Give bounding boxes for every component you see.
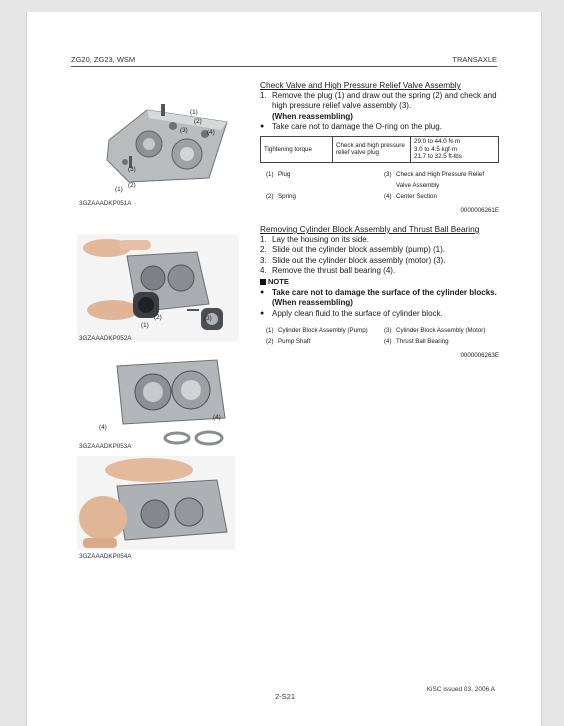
section1-reassembling: (When reassembling) (272, 111, 353, 121)
fig1-callout-2: (2) (194, 118, 202, 125)
torque-value-nm: 29.0 to 44.0 N·m (414, 137, 461, 145)
legend-item: (3) Check and High Pressure Relief Valve Assembly (384, 170, 485, 189)
figure-cylinder-block-motor (77, 456, 235, 550)
section2-reassembling: (When reassembling) (272, 298, 353, 308)
fig1-callout-3b: (3) (128, 166, 136, 173)
section1-legend (260, 169, 499, 202)
section2-step-1: 1. Lay the housing on its side. (260, 234, 369, 244)
torque-item: Check and high pressure relief valve plug (333, 136, 411, 162)
figure-center-section (89, 100, 239, 192)
note-bullet: ● Take care not to damage the surface of the cylinder blocks. (260, 288, 499, 299)
fig1-callout-1b: (1) (115, 186, 123, 193)
fig1-callout-4: (4) (207, 129, 215, 136)
manual-page (26, 12, 542, 726)
legend-item: (4) Thrust Ball Bearing (384, 338, 449, 346)
fig2-callout-3: (3) (204, 315, 212, 322)
fig3-callout-4-left: (4) (99, 424, 107, 431)
fig2-callout-1: (1) (141, 322, 149, 329)
section1-code: 0000006261E (460, 206, 499, 214)
header-model: ZG20, ZG23, WSM (71, 55, 136, 64)
page-number: 2-S21 (274, 692, 295, 701)
figure-thrust-ball-bearing (105, 350, 235, 450)
section-check-valve (260, 80, 499, 216)
fig1-callout-3: (3) (180, 127, 188, 134)
torque-value-ftlbs: 21.7 to 32.5 ft-lbs (414, 153, 462, 161)
torque-label: Tightening torque (261, 136, 333, 162)
fig3-callout-4-right: (4) (213, 414, 221, 421)
section2-bullet: ● Apply clean fluid to the surface of cylinder block. (260, 309, 499, 320)
header-chapter: TRANSAXLE (452, 55, 497, 64)
note-square-icon (260, 279, 266, 285)
legend-item: (4) Center Section (384, 192, 437, 200)
figure-cylinder-block-pump (77, 234, 239, 342)
legend-item: (3) Cylinder Block Assembly (Motor) (384, 327, 486, 335)
header-rule (71, 66, 497, 67)
section-cylinder-block (260, 224, 499, 362)
section2-title: Removing Cylinder Block Assembly and Thrust Ball Bearing (260, 224, 480, 234)
fig3-caption: 3GZAAADKP053A (79, 443, 132, 450)
legend-item: (2) Pump Shaft (266, 338, 311, 346)
legend-item: (1) Cylinder Block Assembly (Pump) (266, 327, 368, 335)
torque-table (260, 136, 499, 163)
section2-legend (260, 325, 499, 347)
fig2-callout-2: (2) (154, 314, 162, 321)
fig2-caption: 3GZAAADKP052A (79, 335, 132, 342)
section2-step-3: 3. Slide out the cylinder block assembly (motor) (3). (260, 255, 446, 265)
cylinder-block-motor-photo (77, 456, 235, 550)
section2-code: 0000006263E (460, 352, 499, 360)
section2-step-2: 2. Slide out the cylinder block assembly (pump) (1). (260, 245, 445, 255)
step-number: 1. (260, 90, 267, 100)
fig1-callout-1: (1) (190, 109, 198, 116)
center-section-drawing (89, 100, 239, 192)
section2-step-4: 4. Remove the thrust ball bearing (4). (260, 266, 396, 276)
fig1-callout-2b: (2) (128, 182, 136, 189)
legend-item: (2) Spring (266, 192, 296, 200)
note-heading: NOTE (260, 277, 499, 288)
thrust-ball-bearing-photo (105, 350, 235, 450)
cylinder-block-pump-photo (77, 234, 239, 342)
section1-bullet: ● Take care not to damage the O-ring on the plug. (260, 122, 499, 133)
fig4-caption: 3GZAAADKP054A (79, 553, 132, 560)
section1-step-1 (260, 91, 499, 112)
torque-values (411, 136, 499, 162)
torque-value-kgfm: 3.0 to 4.5 kgf·m (414, 145, 457, 153)
section1-title: Check Valve and High Pressure Relief Valve Assembly (260, 80, 461, 90)
fig1-caption: 3GZAAADKP051A (79, 200, 132, 207)
step-text: Remove the plug (1) and draw out the spring (2) and check and high pressure relief valve assembly (3). (272, 90, 497, 111)
footer-issue: KiSC issued 03, 2006 A (426, 686, 495, 693)
legend-item: (1) Plug (266, 170, 291, 178)
